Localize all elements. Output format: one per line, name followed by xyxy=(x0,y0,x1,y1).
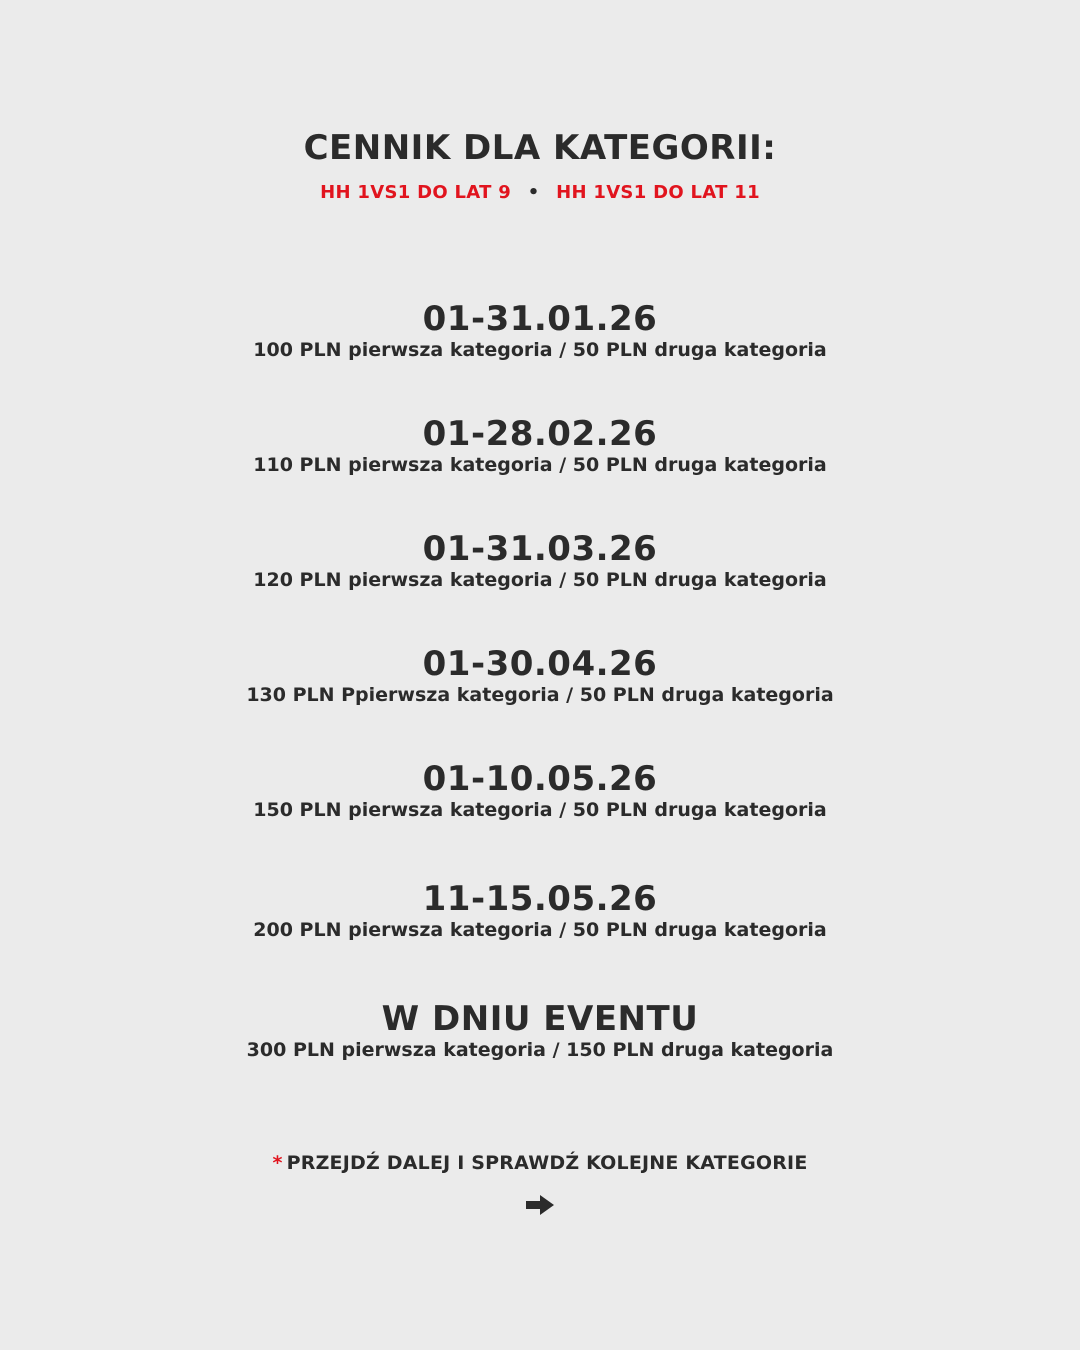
tier-price: 130 PLN Ppierwsza kategoria / 50 PLN druga kategoria xyxy=(246,684,834,706)
price-tier-event-day xyxy=(0,1000,1080,1062)
arrow-right-icon[interactable] xyxy=(524,1193,556,1217)
tier-date: W DNIU EVENTU xyxy=(381,999,699,1039)
category-separator: • xyxy=(527,182,540,203)
tier-price: 150 PLN pierwsza kategoria / 50 PLN druga kategoria xyxy=(253,799,827,821)
category-name-right: HH 1VS1 DO LAT 11 xyxy=(556,182,760,203)
tier-date: 01-30.04.26 xyxy=(422,644,658,684)
tier-price: 120 PLN pierwsza kategoria / 50 PLN druga kategoria xyxy=(253,569,827,591)
tier-date: 01-10.05.26 xyxy=(422,759,658,799)
category-name-left: HH 1VS1 DO LAT 9 xyxy=(320,182,512,203)
tier-date: 01-31.03.26 xyxy=(422,529,658,569)
tier-price: 110 PLN pierwsza kategoria / 50 PLN druga kategoria xyxy=(253,454,827,476)
price-tier xyxy=(0,645,1080,707)
price-tier xyxy=(0,300,1080,362)
tier-date: 01-28.02.26 xyxy=(422,414,658,454)
tier-date: 11-15.05.26 xyxy=(422,879,658,919)
next-categories-note xyxy=(0,1152,1080,1174)
tier-price: 100 PLN pierwsza kategoria / 50 PLN druga kategoria xyxy=(253,339,827,361)
price-tier xyxy=(0,415,1080,477)
tier-price: 200 PLN pierwsza kategoria / 50 PLN druga kategoria xyxy=(253,919,827,941)
price-tier xyxy=(0,760,1080,822)
note-text: PRZEJDŹ DALEJ I SPRAWDŹ KOLEJNE KATEGORIE xyxy=(286,1152,808,1174)
asterisk-mark: * xyxy=(272,1152,283,1174)
tier-date: 01-31.01.26 xyxy=(422,299,658,339)
category-subtitle xyxy=(0,182,1080,203)
page-title: CENNIK DLA KATEGORII: xyxy=(303,128,777,168)
price-tier xyxy=(0,530,1080,592)
tier-price: 300 PLN pierwsza kategoria / 150 PLN druga kategoria xyxy=(246,1039,834,1061)
price-tier xyxy=(0,880,1080,942)
